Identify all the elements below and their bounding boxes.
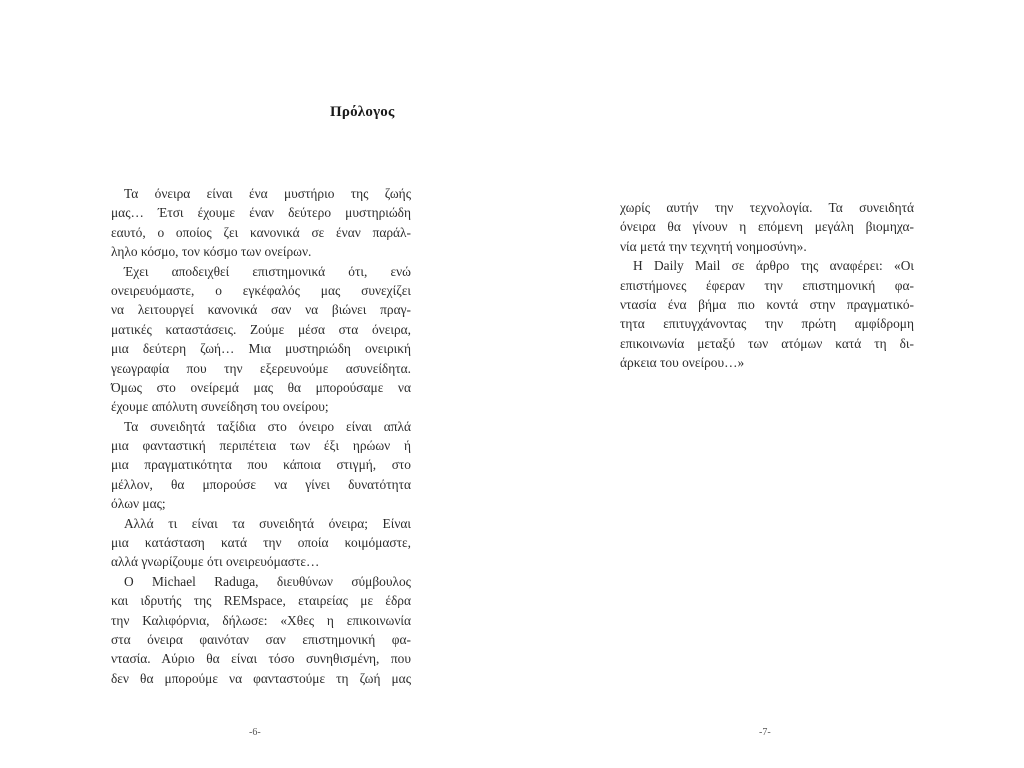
text-line: Τα όνειρα είναι ένα μυστήριο της ζωής [124,186,411,201]
text-line: νία μετά την τεχνητή νοημοσύνη». [620,238,807,254]
page-number-right: -7- [759,727,771,738]
text-line: μέλλον, θα μπορούσε να γίνει δυνατότητα [111,476,411,492]
text-line: ονειρευόμαστε, ο εγκέφαλός μας συνεχίζει [111,282,411,298]
text-line: τητα επιτυγχάνοντας την πρώτη αμφίδρομη [620,316,914,332]
text-line: χωρίς αυτήν την τεχνολογία. Τα συνειδητά [620,200,914,215]
text-line: γεωγραφία που την εξερευνούμε ασυνείδητα. [111,360,411,376]
text-line: Αλλά τι είναι τα συνειδητά όνειρα; Είναι [124,515,411,531]
text-line: Τα συνειδητά ταξίδια στο όνειρο είναι απλά [124,418,411,434]
text-line: επικοινωνία μεταξύ των ατόμων κατά τη δι- [620,335,914,351]
text-line: εαυτό, ο οποίος ζει κανονικά σε έναν παράλ- [111,224,411,240]
text-line: επιστήμονες έφεραν την επιστημονική φα- [620,277,914,293]
text-line: δεν θα μπορούμε να φανταστούμε τη ζωή μας [111,670,411,686]
text-line: ληλο κόσμο, τον κόσμο των ονείρων. [111,244,312,260]
text-line: ντασία ένα βήμα πιο κοντά στην πραγματικό- [620,296,914,312]
text-line: όλων μας; [111,496,166,512]
text-line: Όμως στο ονείρεμά μας θα μπορούσαμε να [111,379,411,395]
chapter-title: Πρόλογος [330,104,395,120]
left-page-body-text [111,184,411,688]
text-line: έχουμε απόλυτη συνείδηση του ονείρου; [111,399,329,415]
text-line: Η Daily Mail σε άρθρο της αναφέρει: «Οι [633,258,914,274]
text-line: μια κατάσταση κατά την οποία κοιμόμαστε, [111,535,411,551]
text-line: την Καλιφόρνια, δήλωσε: «Χθες η επικοινωνία [111,612,411,628]
text-line: μια φανταστική περιπέτεια των έξι ηρώων ή [111,438,411,454]
text-line: στα όνειρα φαινόταν σαν επιστημονική φα- [111,631,411,647]
text-line: μας… Έτσι έχουμε έναν δεύτερο μυστηριώδη [111,205,411,221]
text-line: να λειτουργεί κανονικά σαν να βιώνει πραγ- [111,302,411,318]
text-line: μια δεύτερη ζωή… Μια μυστηριώδη ονειρική [111,341,411,357]
text-line: αλλά γνωρίζουμε ότι ονειρευόμαστε… [111,554,320,570]
right-page [512,0,1024,768]
text-line: ντασία. Αύριο θα είναι τόσο συνηθισμένη, που [111,651,411,667]
text-line: και ιδρυτής της REMspace, εταιρείας με έδρα [111,593,411,609]
page-number-left: -6- [249,727,261,738]
text-line: μια πραγματικότητα που κάποια στιγμή, στο [111,457,411,473]
right-page-body-text [620,198,914,373]
text-line: ματικές καταστάσεις. Ζούμε μέσα στα όνειρα, [111,321,411,337]
text-line: Έχει αποδειχθεί επιστημονικά ότι, ενώ [124,263,411,279]
text-line: Ο Michael Raduga, διευθύνων σύμβουλος [124,573,411,589]
text-line: άρκεια του ονείρου…» [620,355,745,371]
text-line: όνειρα θα γίνουν η επόμενη μεγάλη βιομηχα- [620,219,914,235]
